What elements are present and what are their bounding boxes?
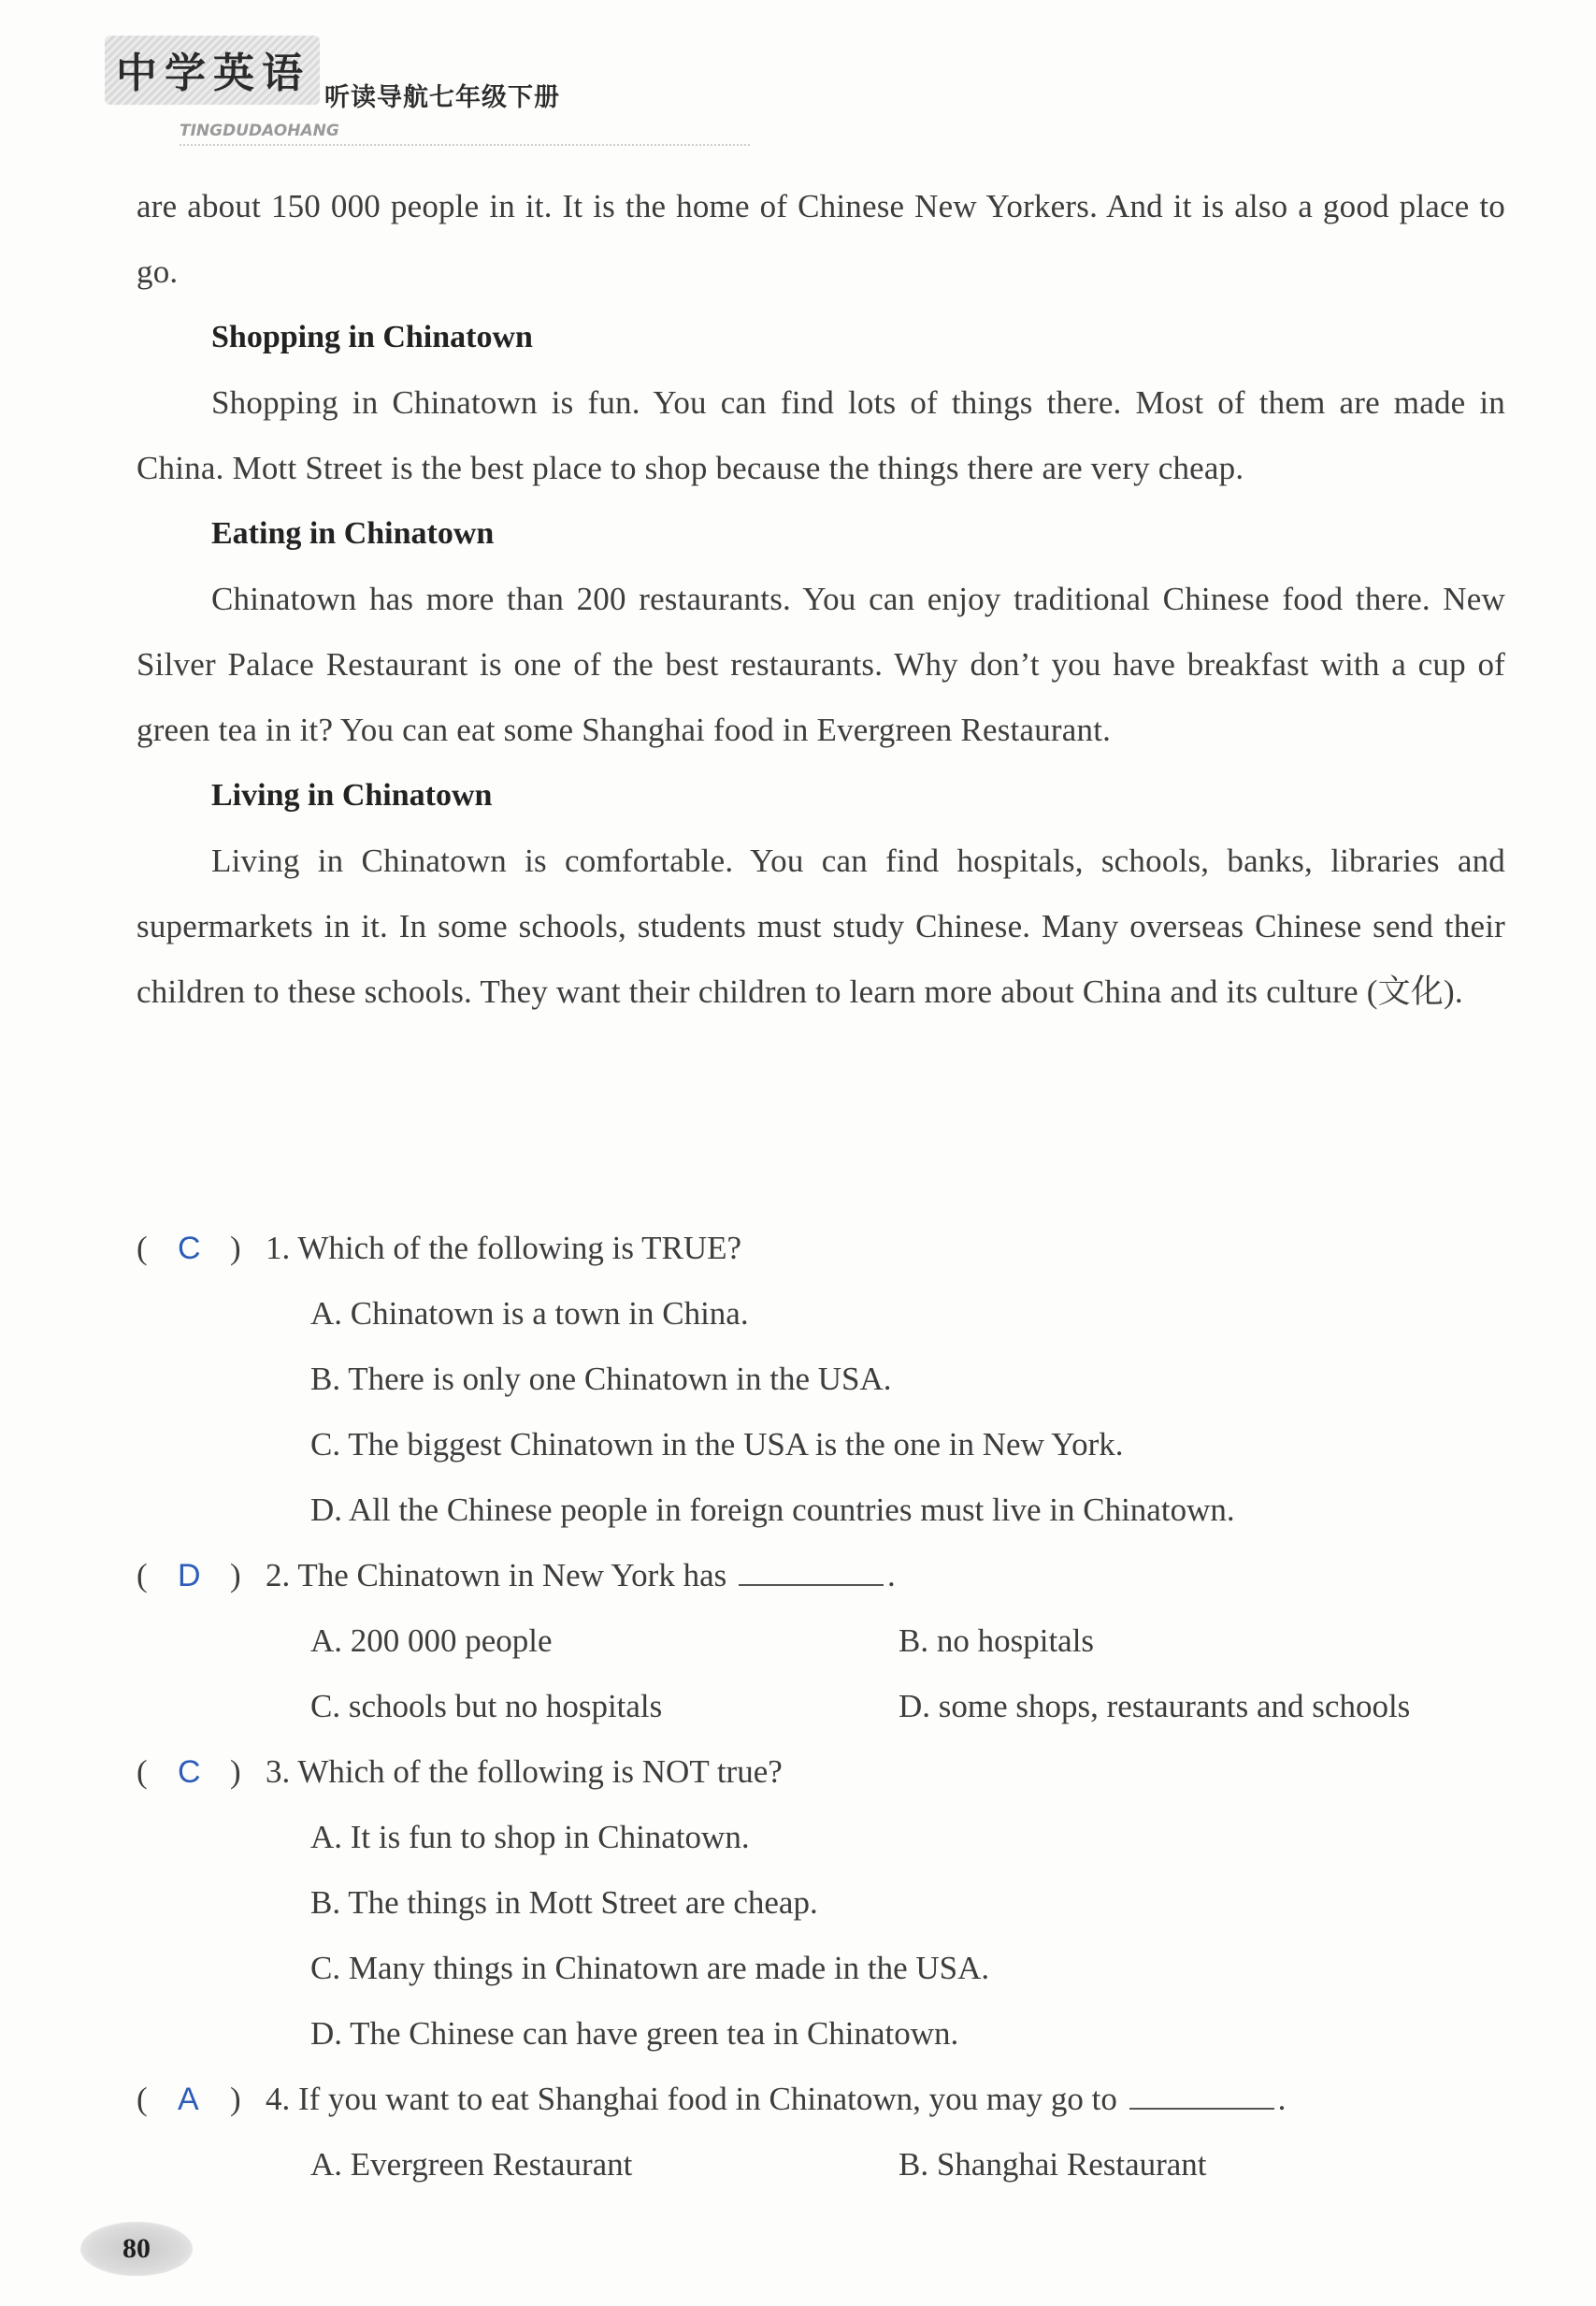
answer-mark: C xyxy=(178,1754,201,1790)
series-title: 中学英语 xyxy=(105,36,320,105)
section-heading-living: Living in Chinatown xyxy=(211,778,493,813)
header-divider xyxy=(180,144,750,146)
passage-intro-continuation: are about 150 000 people in it. It is the home of Chinese New Yorkers. And it is also a good place to go. xyxy=(137,188,1505,290)
pinyin-logo-text: TINGDUDAOHANG xyxy=(180,122,339,140)
question-3: ( C ) 3. Which of the following is NOT true? xyxy=(137,1739,1505,1805)
option-a: A. It is fun to shop in Chinatown. xyxy=(310,1819,750,1855)
option-c: C. The biggest Chinatown in the USA is the one in New York. xyxy=(310,1426,1124,1463)
section-text-living: Living in Chinatown is comfortable. You can find hospitals, schools, banks, libraries and supermarkets in it. In some schools, students must study Chinese. Many overseas Chinese send their children to these schools. They want their children to learn more about China and its culture (文化). xyxy=(137,843,1505,1010)
answer-mark: C xyxy=(178,1231,201,1266)
option-row xyxy=(137,1805,1505,1870)
section-text-shopping: Shopping in Chinatown is fun. You can find lots of things there. Most of them are made in China. Mott Street is the best place to shop because the things there are very cheap. xyxy=(137,384,1505,486)
option-d: D. The Chinese can have green tea in Chinatown. xyxy=(310,2015,959,2052)
option-row xyxy=(137,1281,1505,1347)
option-row xyxy=(137,2001,1505,2067)
option-d: D. All the Chinese people in foreign countries must live in Chinatown. xyxy=(310,1492,1235,1528)
reading-passage xyxy=(137,174,1505,1025)
option-a: A. 200 000 people xyxy=(310,1622,553,1659)
option-row xyxy=(137,2132,1505,2198)
question-2: ( D ) 2. The Chinatown in New York has . xyxy=(137,1543,1505,1608)
answer-mark: D xyxy=(178,1558,201,1593)
question-stem: 4. If you want to eat Shanghai food in Chinatown, you may go to . xyxy=(266,2067,1286,2132)
option-a: A. Evergreen Restaurant xyxy=(310,2146,633,2183)
option-row xyxy=(137,1870,1505,1936)
option-d: D. some shops, restaurants and schools xyxy=(899,1688,1411,1724)
option-b: B. no hospitals xyxy=(899,1622,1095,1659)
option-b: B. Shanghai Restaurant xyxy=(899,2146,1207,2183)
option-row xyxy=(137,1477,1505,1543)
page-header xyxy=(105,36,666,148)
option-row xyxy=(137,1347,1505,1412)
answer-blank xyxy=(739,1550,884,1586)
question-stem: 1. Which of the following is TRUE? xyxy=(266,1230,742,1266)
section-text-eating: Chinatown has more than 200 restaurants. You can enjoy traditional Chinese food there. New Silver Palace Restaurant is one of the best restaurants. Why don’t you have breakfast with a cup of green tea in it? You can eat some Shanghai food in Evergreen Restaurant. xyxy=(137,581,1505,748)
book-subtitle: 听读导航七年级下册 xyxy=(324,83,560,112)
option-c: C. Many things in Chinatown are made in the USA. xyxy=(310,1950,990,1986)
question-1: ( C ) 1. Which of the following is TRUE? xyxy=(137,1216,1505,1281)
answer-mark: A xyxy=(178,2082,199,2117)
option-row xyxy=(137,1608,1505,1674)
option-b: B. The things in Mott Street are cheap. xyxy=(310,1884,818,1921)
option-a: A. Chinatown is a town in China. xyxy=(310,1295,749,1332)
page-number: 80 xyxy=(80,2222,193,2276)
question-stem: 2. The Chinatown in New York has . xyxy=(266,1543,896,1608)
option-row xyxy=(137,1936,1505,2001)
option-c: C. schools but no hospitals xyxy=(310,1688,663,1724)
answer-blank xyxy=(1129,2074,1274,2110)
option-b: B. There is only one Chinatown in the USA. xyxy=(310,1361,892,1397)
option-row xyxy=(137,1412,1505,1477)
question-4: ( A ) 4. If you want to eat Shanghai food in Chinatown, you may go to . xyxy=(137,2067,1505,2132)
option-row xyxy=(137,1674,1505,1739)
question-list xyxy=(137,1216,1505,2198)
section-heading-eating: Eating in Chinatown xyxy=(211,516,495,551)
section-heading-shopping: Shopping in Chinatown xyxy=(211,320,533,354)
question-stem: 3. Which of the following is NOT true? xyxy=(266,1753,783,1790)
